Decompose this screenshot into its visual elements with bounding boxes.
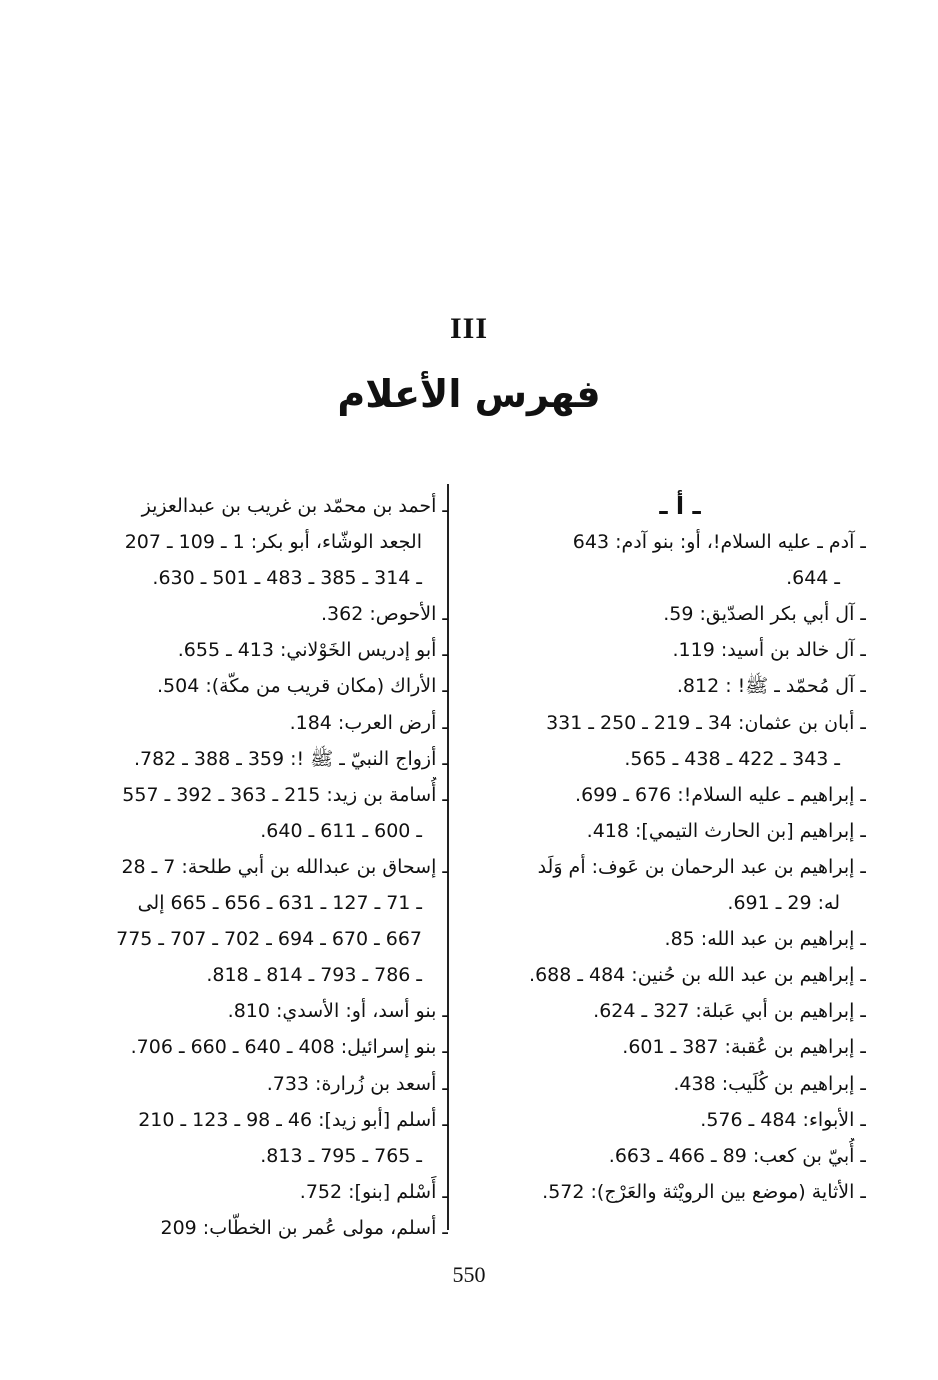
section-number: III xyxy=(449,312,489,345)
index-entry: ـ الأحوص: 362. xyxy=(320,603,448,626)
index-column-left xyxy=(58,488,448,1246)
index-entry: ـ بنو أسد، أو: الأسدي: 810. xyxy=(227,1000,448,1023)
index-entry: ـ أرض العرب: 184. xyxy=(289,711,448,734)
index-entry-continuation: له: 29 ـ 691. xyxy=(727,892,840,915)
index-entry: ـ أسلم، مولى عُمر بن الخطّاب: 209 xyxy=(160,1216,448,1239)
index-entry: ـ إبراهيم بن كُلَيب: 438. xyxy=(673,1072,866,1095)
index-entry: ـ الأراك (مكان قريب من مكّة): 504. xyxy=(157,675,448,698)
index-entry: ـ أبو إدريس الخَوْلاني: 413 ـ 655. xyxy=(177,639,448,662)
index-column-right xyxy=(454,488,866,1210)
index-entry: ـ بنو إسرائيل: 408 ـ 640 ـ 660 ـ 706. xyxy=(130,1036,448,1059)
index-entry: ـ أَسْلم [بنو]: 752. xyxy=(299,1180,448,1203)
index-entry-continuation: الجعد الوشّاء، أبو بكر: 1 ـ 109 ـ 207 xyxy=(124,531,422,554)
letter-heading: ـ أ ـ xyxy=(659,492,701,520)
index-entry: ـ إبراهيم [بن الحارث التيمي]: 418. xyxy=(586,819,866,842)
index-entry: ـ إبراهيم ـ عليه السلام!: 676 ـ 699. xyxy=(575,783,866,806)
index-entry: ـ آدم ـ عليه السلام!، أو: بنو آدم: 643 xyxy=(572,531,866,554)
index-entry: ـ أسلم [أبو زيد]: 46 ـ 98 ـ 123 ـ 210 xyxy=(138,1108,448,1131)
index-entry: ـ إبراهيم بن عبد الله بن حُنين: 484 ـ 688. xyxy=(529,964,866,987)
index-entry: ـ إبراهيم بن أبي عَبلة: 327 ـ 624. xyxy=(593,1000,866,1023)
page-number: 550 xyxy=(452,1262,486,1287)
index-entry-continuation: ـ 343 ـ 422 ـ 438 ـ 565. xyxy=(624,747,840,770)
index-entry: ـ إسحاق بن عبدالله بن أبي طلحة: 7 ـ 28 xyxy=(121,855,448,878)
index-entry-continuation: ـ 600 ـ 611 ـ 640. xyxy=(260,819,422,842)
index-entry: ـ أبان بن عثمان: 34 ـ 219 ـ 250 ـ 331 xyxy=(546,711,866,734)
index-entry: ـ أُسامة بن زيد: 215 ـ 363 ـ 392 ـ 557 xyxy=(122,783,448,806)
index-entry: ـ أحمد بن محمّد بن غريب بن عبدالعزيز xyxy=(141,495,448,517)
index-entry: ـ أزواج النبيّ ـ ﷺ !: 359 ـ 388 ـ 782. xyxy=(133,747,448,770)
index-entry: ـ آل مُحمّد ـ ﷺ! : 812. xyxy=(676,675,866,698)
index-entry: ـ آل خالد بن أسيد: 119. xyxy=(672,639,866,662)
index-entry: ـ الأثاية (موضع بين الرويْثة والعَرْج): 572. xyxy=(542,1180,866,1203)
index-entry-continuation: ـ 786 ـ 793 ـ 814 ـ 818. xyxy=(206,964,422,987)
index-entry: ـ أُبيّ بن كعب: 89 ـ 466 ـ 663. xyxy=(608,1144,866,1167)
index-entry: ـ إبراهيم بن عبد الله: 85. xyxy=(664,928,866,951)
index-entry-continuation: 667 ـ 670 ـ 694 ـ 702 ـ 707 ـ 775 xyxy=(116,928,422,951)
index-entry: ـ أسعد بن زُرارة: 733. xyxy=(266,1072,448,1095)
index-entry: ـ إبراهيم بن عبد الرحمان بن عَوف: أم وَلَد xyxy=(537,855,866,878)
index-entry: ـ آل أبي بكر الصدّيق: 59. xyxy=(663,603,866,626)
index-entry-continuation: ـ 765 ـ 795 ـ 813. xyxy=(260,1144,422,1167)
index-entry: ـ إبراهيم بن عُقبة: 387 ـ 601. xyxy=(622,1036,866,1059)
index-entry-continuation: ـ 644. xyxy=(786,567,840,590)
page-title: فهرس الأعلام xyxy=(337,372,601,416)
index-entry-continuation: ـ 71 ـ 127 ـ 631 ـ 656 ـ 665 إلى xyxy=(137,892,422,915)
index-entry-continuation: ـ 314 ـ 385 ـ 483 ـ 501 ـ 630. xyxy=(152,567,422,590)
index-entry: ـ الأبواء: 484 ـ 576. xyxy=(700,1108,866,1131)
